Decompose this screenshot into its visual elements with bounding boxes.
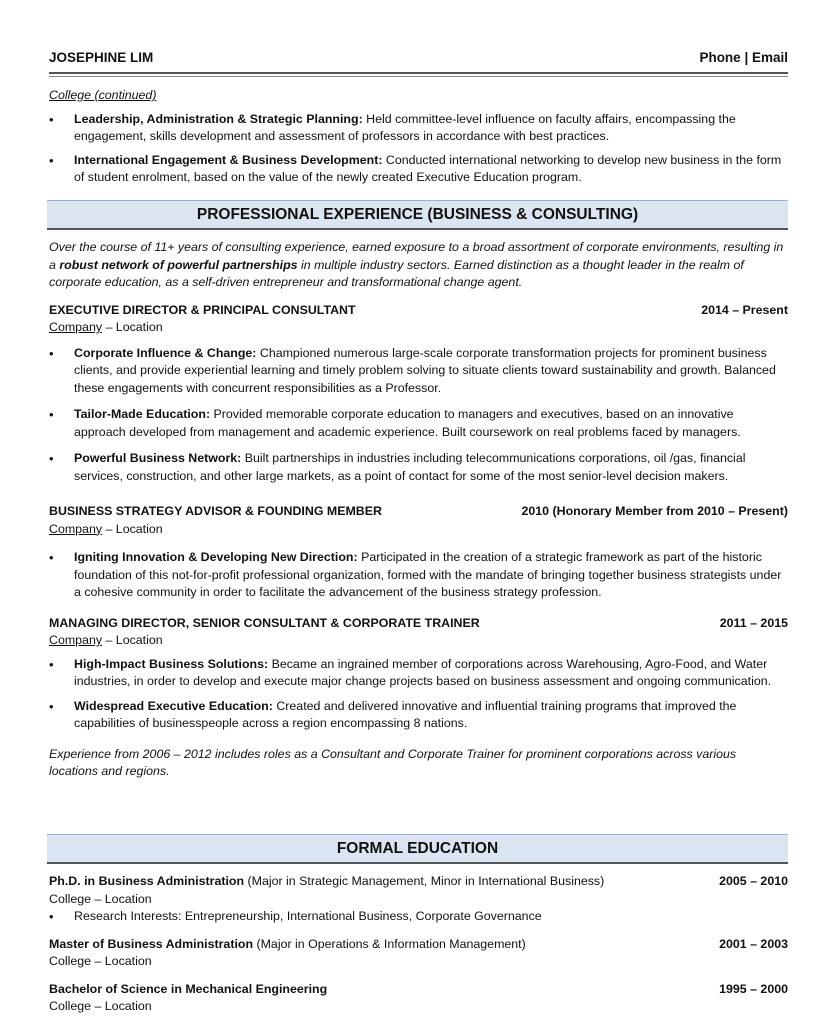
job-title: BUSINESS STRATEGY ADVISOR & FOUNDING MEMBER (49, 504, 382, 518)
school-location: College – Location (49, 999, 152, 1013)
contact-info: Phone | Email (699, 50, 788, 65)
school-location: College – Location (49, 954, 152, 968)
job-bullets (49, 549, 788, 602)
degree-dates: 1995 – 2000 (719, 981, 788, 996)
college-continued-section (49, 87, 788, 187)
experience-closing-note: Experience from 2006 – 2012 includes roles as a Consultant and Corporate Trainer for prominent corporations across various locations and regions. (49, 746, 737, 778)
header-rule (49, 72, 788, 74)
company-location: Company – Location (49, 320, 163, 334)
job-header (49, 302, 788, 320)
list-item: • Tailor-Made Education: Provided memorable corporate education to managers and executives, based on an innovative approach developed from management and academic experience. Built coursework on real problems faced by managers. (49, 406, 788, 441)
degree-notes (49, 908, 788, 926)
company-location: Company – Location (49, 633, 163, 647)
degree-entry (49, 873, 788, 926)
degree-entry (49, 981, 788, 1016)
list-item: • Corporate Influence & Change: Championed numerous large-scale corporate transformation projects for prominent business clients, and provide experiential learning and timely problem solving to situate clients toward sustainability and growth. Balanced these engagements with concurrent responsibilities as a Professor. (49, 345, 788, 398)
experience-intro: Over the course of 11+ years of consulting experience, earned exposure to a broad assortment of corporate environments, resulting in a robust network of powerful partnerships in multiple industry sectors. Earned distinction as a thought leader in the realm of corporate education, as a self-driven entrepreneur and transformational change agent. (49, 240, 784, 289)
school-location: College – Location (49, 891, 152, 906)
job-title: MANAGING DIRECTOR, SENIOR CONSULTANT & CORPORATE TRAINER (49, 615, 480, 630)
list-item: • Powerful Business Network: Built partnerships in industries including telecommunications corporations, oil /gas, financial services, construction, and other large markets, as a point of contact for some of the most senior-level decision makers. (49, 450, 788, 485)
experience-section (49, 239, 788, 781)
job-title: EXECUTIVE DIRECTOR & PRINCIPAL CONSULTANT (49, 302, 356, 317)
degree-dates: 2005 – 2010 (719, 874, 788, 888)
list-item: • Research Interests: Entrepreneurship, International Business, Corporate Governance (49, 908, 788, 926)
education-section (49, 873, 788, 1016)
job-dates: 2014 – Present (701, 302, 788, 317)
list-item: • International Engagement & Business Development: Conducted international networking to develop new business in the form of student enrolment, based on the value of the newly created Executive Education program. (49, 152, 788, 187)
header-rule-thin (49, 76, 788, 77)
degree-header: Ph.D. in Business Administration (Major in Strategic Management, Minor in International Business) 2005 – 2010 (49, 873, 788, 891)
job-entry (49, 302, 788, 486)
experience-heading: PROFESSIONAL EXPERIENCE (BUSINESS & CONSULTING) (47, 200, 788, 230)
job-bullets (49, 345, 788, 486)
job-entry (49, 615, 788, 733)
degree-dates: 2001 – 2003 (719, 936, 788, 951)
job-entry (49, 503, 788, 602)
degree-title: Bachelor of Science in Mechanical Engineering (49, 981, 328, 996)
degree-title: Master of Business Administration (49, 936, 254, 951)
degree-header (49, 981, 788, 999)
job-dates: 2011 – 2015 (719, 615, 788, 630)
resume-header (49, 49, 788, 67)
list-item: • Leadership, Administration & Strategic Planning: Held committee-level influence on faculty affairs, encompassing the engagement, skills development and assessment of professors in accordance with best practices. (49, 111, 788, 146)
job-header (49, 615, 788, 633)
candidate-name: JOSEPHINE LIM (49, 50, 154, 65)
job-dates: 2010 (Honorary Member from 2010 – Present) (521, 504, 788, 518)
list-item: • High-Impact Business Solutions: Became an ingrained member of corporations across Warehousing, Agro-Food, and Water industries, in order to develop and execute major change projects based on business assessment and ongoing communication. (49, 656, 788, 691)
job-header (49, 503, 788, 521)
degree-header: Master of Business Administration (Major in Operations & Information Management) 2001 – 2003 (49, 936, 788, 954)
list-item: • Widespread Executive Education: Created and delivered innovative and influential training programs that improved the capabilities of businesspeople across a region encompassing 8 nations. (49, 698, 788, 733)
degree-title: Ph.D. in Business Administration (49, 874, 245, 888)
degree-entry (49, 936, 788, 971)
list-item: • Igniting Innovation & Developing New Direction: Participated in the creation of a strategic framework as part of the historic foundation of this not-for-profit professional organization, formed with the mandate of bringing together business strategists under a cohesive community in order to facilitate the advancement of the business strategy profession. (49, 549, 788, 602)
college-bullets (49, 111, 788, 187)
college-continued-label: College (continued) (49, 88, 157, 102)
company-location: Company – Location (49, 521, 163, 536)
job-bullets (49, 656, 788, 733)
education-heading: FORMAL EDUCATION (47, 834, 788, 864)
